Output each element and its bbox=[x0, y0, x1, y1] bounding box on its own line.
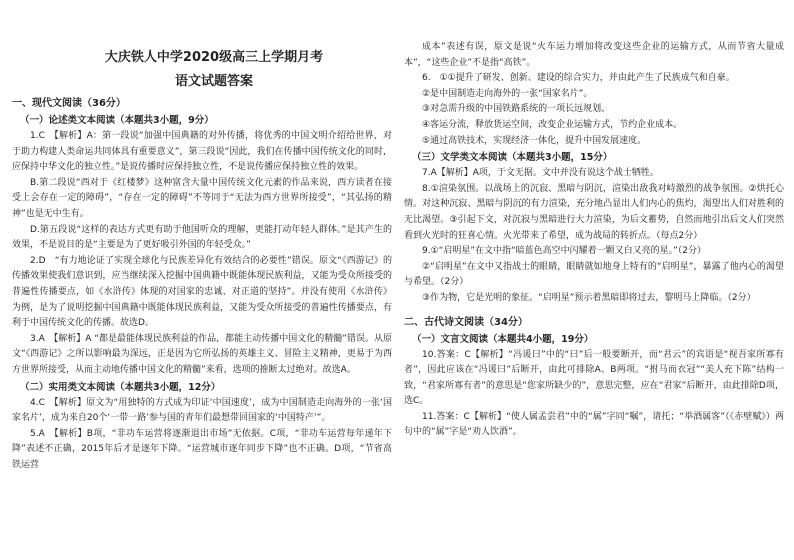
answer-paragraph: ③对急需升级的中国铁路系统的一项长远规划。 bbox=[422, 104, 611, 115]
right-column bbox=[404, 40, 784, 441]
subsection-heading: （二）实用类文本阅读（本题共3小题，12分） bbox=[20, 381, 221, 393]
answer-paragraph: 10.答案：C【解析】“冯谖曰”中的“曰”后一般要断开，而“君云”的宾语是“视吾家所寡有者”，因此应该在“冯谖曰”后断开，由此可排除A、B两项。“拊马而衣冠”“美人充下陈”结构一致，“君家所寡有者”的意思是“您家所缺少的”，意思完整，应在“君家”后断开，由此排除D项，选C。 bbox=[404, 349, 784, 407]
answer-paragraph: 4.C 【解析】原文为“用独特的方式成为印证‘中国速度’，成为中国制造走向海外的一张‘国家名片’，成为来自20个‘一带一路’参与国的青年们最想带回国家的‘中国特产’”。 bbox=[12, 397, 392, 424]
right-column-body bbox=[404, 40, 784, 441]
subsection-heading: （一）论述类文本阅读（本题共3小题，9分） bbox=[20, 115, 214, 126]
answer-paragraph: 1.C 【解析】A：第一段说“加强中国典籍的对外传播，将优秀的中国文明介绍给世界，对于助力构建人类命运共同体具有重要意义”，第三段说“因此，我们在传播中国传统文化的同时，应保持中华文化的独立性。”是说传播时应保持独立性，不是说传播应保持独立性的效果。 bbox=[12, 131, 392, 173]
answer-paragraph: 2.D “有力地论证了实现全球化与民族差异化有效结合的必要性”错误。原文“《西游记》的传播效果使我们意识到，应当继续深入挖掘中国典籍中既能体现民族利益，又能为受众所接受的普遍性传播要点，如《水浒传》体现的对国家的忠诚、对正道的坚持”。并没有使用《水浒传》为例，是为了说明挖掘中国典籍中既能体现民族利益，又能为受众所接受的普遍性传播要点，有利于中国传统文化的传播。故选D。 bbox=[12, 255, 392, 329]
section-heading: 二、古代诗文阅读（34分） bbox=[404, 316, 528, 328]
spacer bbox=[404, 307, 784, 313]
answer-paragraph: 9.①“启明星”在文中指“暗蓝色高空中闪耀着一颗又白又亮的星。”（2分） bbox=[422, 246, 707, 257]
answer-paragraph: 11.答案：C【解析】“使人属孟尝君”中的“属”字同“嘱”，请托；“举酒属客”（《赤壁赋》）两句中的“属”字是“劝人饮酒”。 bbox=[404, 411, 784, 438]
answer-paragraph: D.第五段说“这样的表达方式更有助于他国听众的理解，更能打动年轻人群体。”是其产生的效果，不是说目的是“主要是为了更好吸引外国的年轻受众。” bbox=[12, 224, 392, 251]
answer-paragraph: ②是中国制造走向海外的一张“国家名片”。 bbox=[422, 88, 593, 99]
document-title: 大庆铁人中学2020级高三上学期月考 bbox=[104, 50, 324, 65]
answer-paragraph: ④客运分流，释放货运空间，改变企业运输方式，节约企业成本。 bbox=[422, 119, 683, 130]
left-column bbox=[12, 48, 392, 473]
section-heading: 一、现代文阅读（36分） bbox=[12, 98, 126, 109]
answer-paragraph: 6. ①①提升了研发、创新、建设的综合实力，并由此产生了民族成气和自豪。 bbox=[422, 73, 735, 84]
subsection-heading: （三）文学类文本阅读（本题共3小题，15分） bbox=[412, 152, 613, 164]
answer-paragraph: ③作为物，它是光明的象征。“启明星”预示着黑暗即将过去，黎明马上降临。（2分） bbox=[422, 292, 756, 303]
answer-paragraph: 5.A 【解析】B项，“非功车运营将逐渐退出市场”无依据。C项，“非功车运营每年递年下降”表述不正确，2015年后才是逐年下降。“运营城市逐年同步下降”也不正确。D项，“节省高铁运营 bbox=[12, 428, 392, 470]
subsection-heading: （一）文言文阅读（本题共4小题，19分） bbox=[412, 333, 594, 345]
answer-paragraph: 成本”表述有误，原文是说“火车运力增加将改变这些企业的运输方式，从而节省大量成本”，“这些企业”不是指“高铁”。 bbox=[404, 42, 784, 68]
answer-paragraph: 8.①渲染氛围。以战场上的沉寂、黑暗与阴沉，渲染出敌我对峙激烈的战争氛围。②烘托心情。对这种沉寂、黑暗与阴沉的有力渲染，充分地凸显出人们内心的焦灼，渴望出人们对胜利的无比渴望。③引起下文，对沉寂与黑暗进行大力渲染，为后文蓄势，自然而地引出后文人们突然看到火光时的狂喜心情。火光带来了希望，成为战局的转折点。（每点2分） bbox=[404, 183, 784, 241]
answer-paragraph: 7.A【解析】A项，于文无据。文中并没有说这个战士牺牲。 bbox=[422, 168, 659, 179]
left-column-body bbox=[12, 96, 392, 473]
answer-paragraph: ⑤通过高铁技术，实现经济一体化，提升中国发展速度。 bbox=[422, 135, 647, 146]
answer-paragraph: 3.A 【解析】A “都是最能体现民族利益的作品，都能主动传播中国文化的精髓”错误。从原文“《西游记》之所以影响最为深远，正是因为它所弘扬的英雄主义、冒险主义精神，更易于为西方世界所接受，从而主动地传播中国文化的精髓”来看，选项的推断太过绝对。故选A。 bbox=[12, 333, 392, 375]
answer-paragraph: ②“启明星”在文中又指战士的眼睛，眼睛就如地身上特有的“启明星”，暴露了他内心的渴望与希望。（2分） bbox=[404, 261, 784, 288]
answer-paragraph: B.第二段说“西对于《红楼梦》这种富含大量中国传统文化元素的作品来说，西方读者在接受上会存在一定的障碍”，“存在一定的障碍”不等同于“无法为西方世界所接受”，“其弘扬的精神”也是无中生有。 bbox=[12, 177, 392, 219]
document-subtitle: 语文试题答案 bbox=[174, 74, 253, 89]
